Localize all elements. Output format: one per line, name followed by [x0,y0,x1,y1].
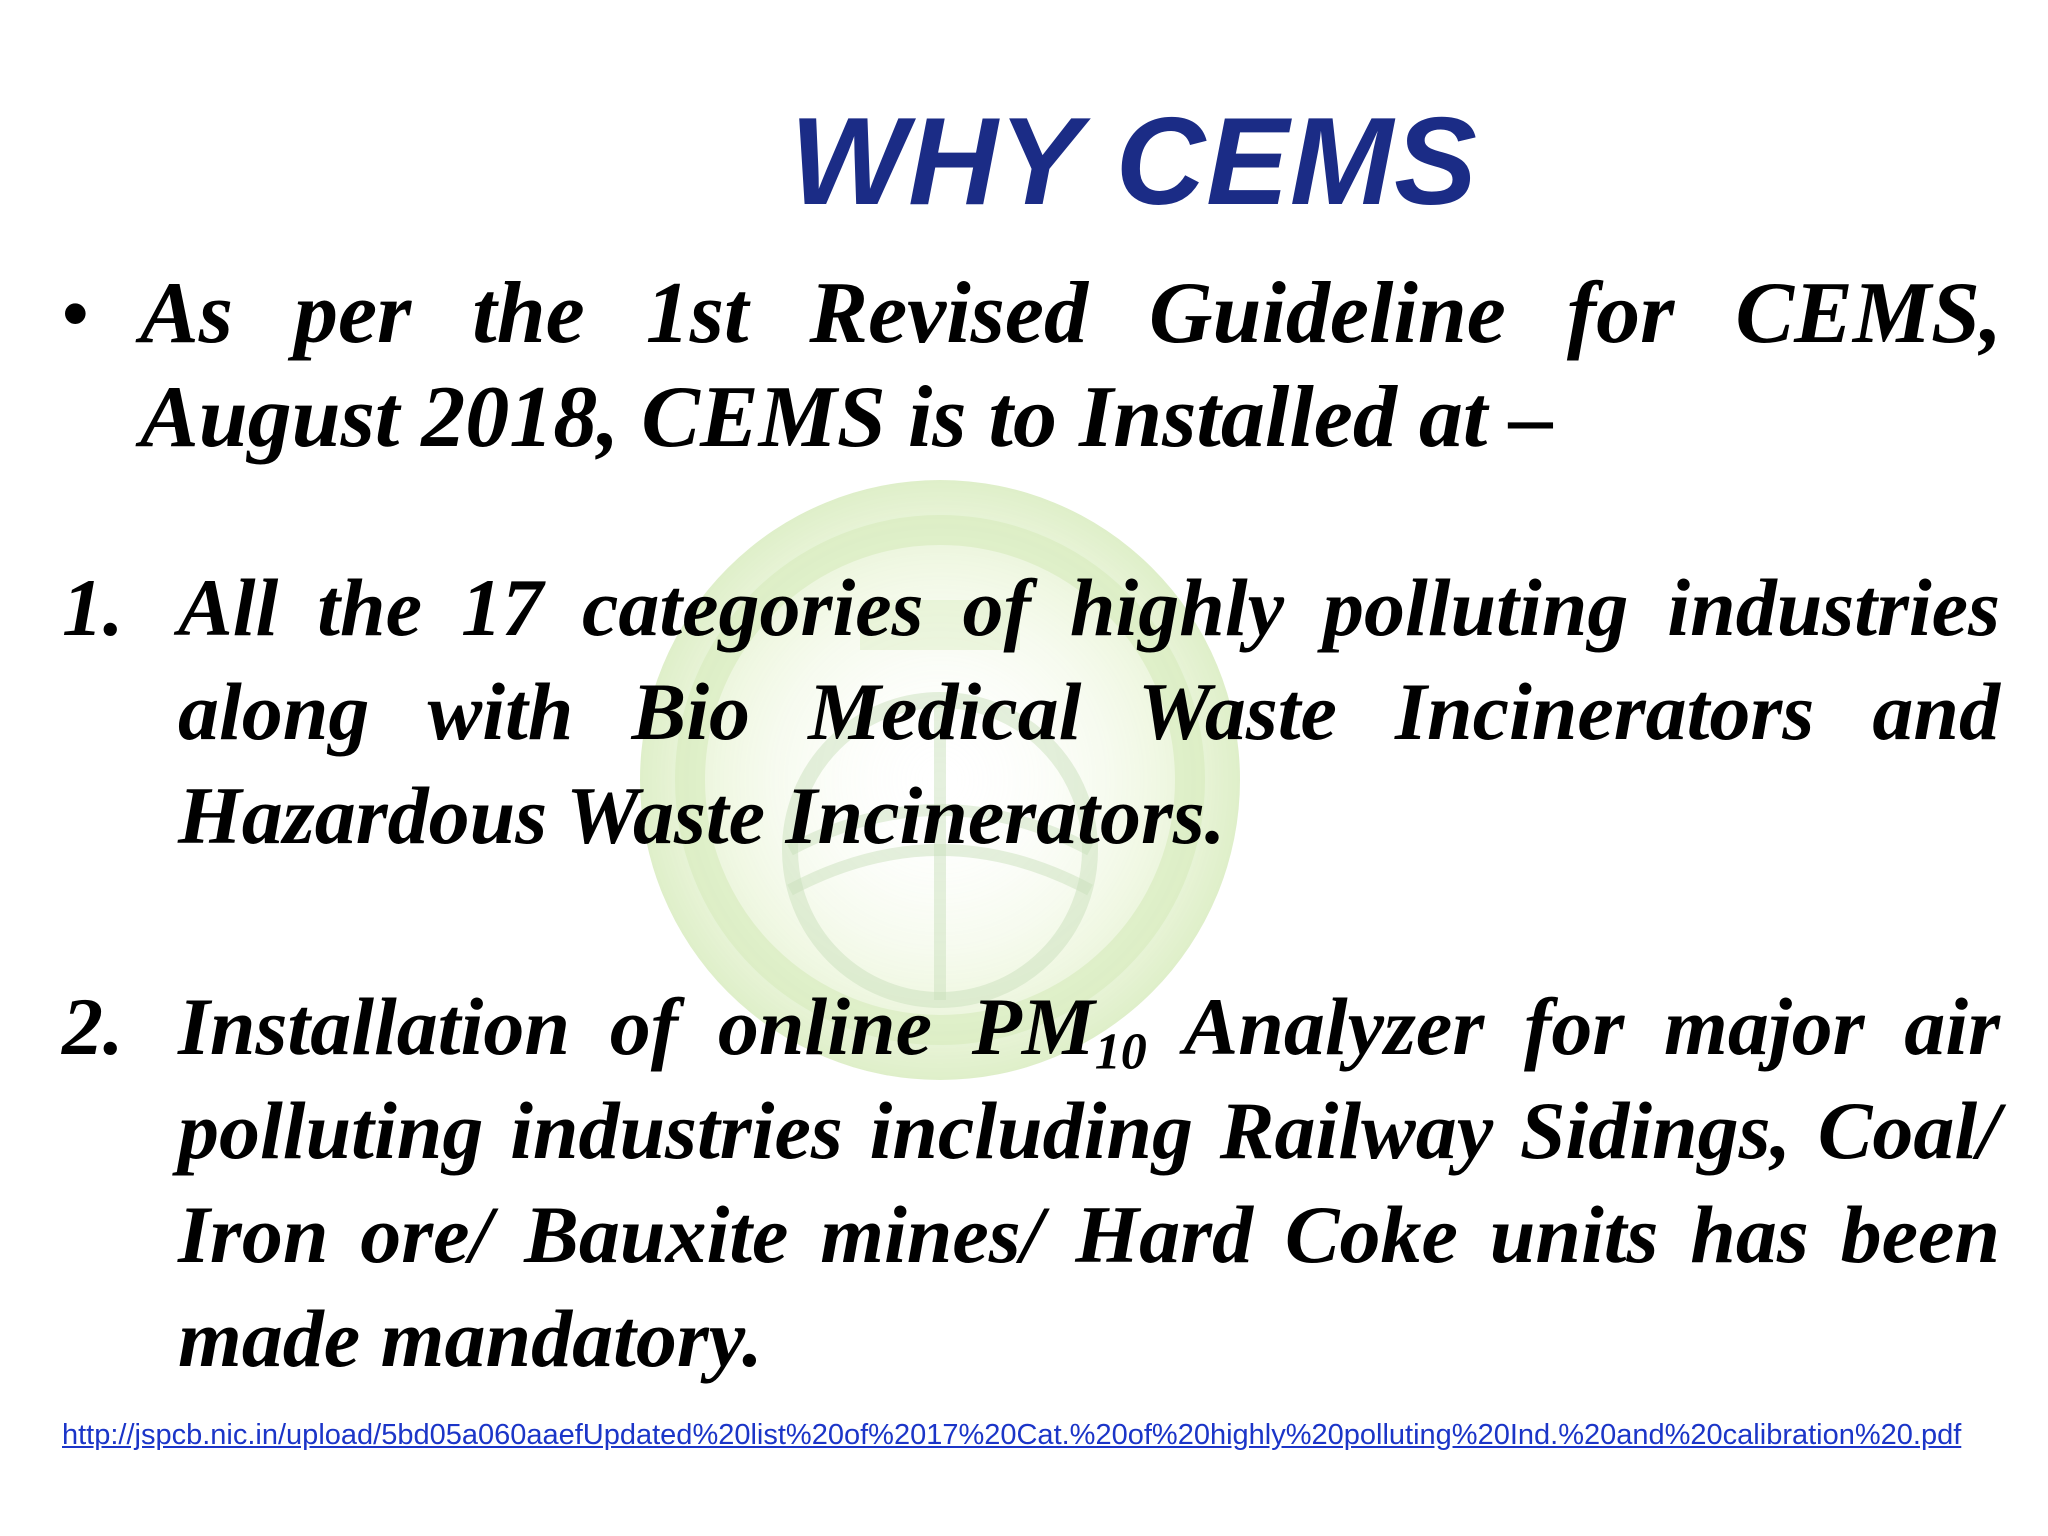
list-item-text: All the 17 categories of highly polluting industries along with Bio Medical Waste Incinerators and Hazardous Waste Incinerators. [178,562,2000,861]
list-item-number: 2. [62,981,124,1072]
slide-title: WHY CEMS [790,93,1478,231]
source-link[interactable]: http://jspcb.nic.in/upload/5bd05a060aaefUpdated%20list%20of%2017%20Cat.%20of%20highly%20polluting%20Ind.%20and%20calibration%20.pdf [62,1419,1962,1451]
list-item-text [178,975,2000,1391]
intro-text: As per the 1st Revised Guideline for CEMS, August 2018, CEMS is to Installed at – [140,265,2002,466]
list-item-text-start: Installation of online PM [178,981,1095,1072]
list-item-text-end: Analyzer for major air polluting industries including Railway Sidings, Coal/ Iron ore/ Bauxite mines/ Hard Coke units has been made mandatory. [178,981,2000,1384]
list-item-number: 1. [62,562,124,653]
bullet-icon: • [62,271,89,356]
pm-subscript: 10 [1094,1023,1147,1081]
